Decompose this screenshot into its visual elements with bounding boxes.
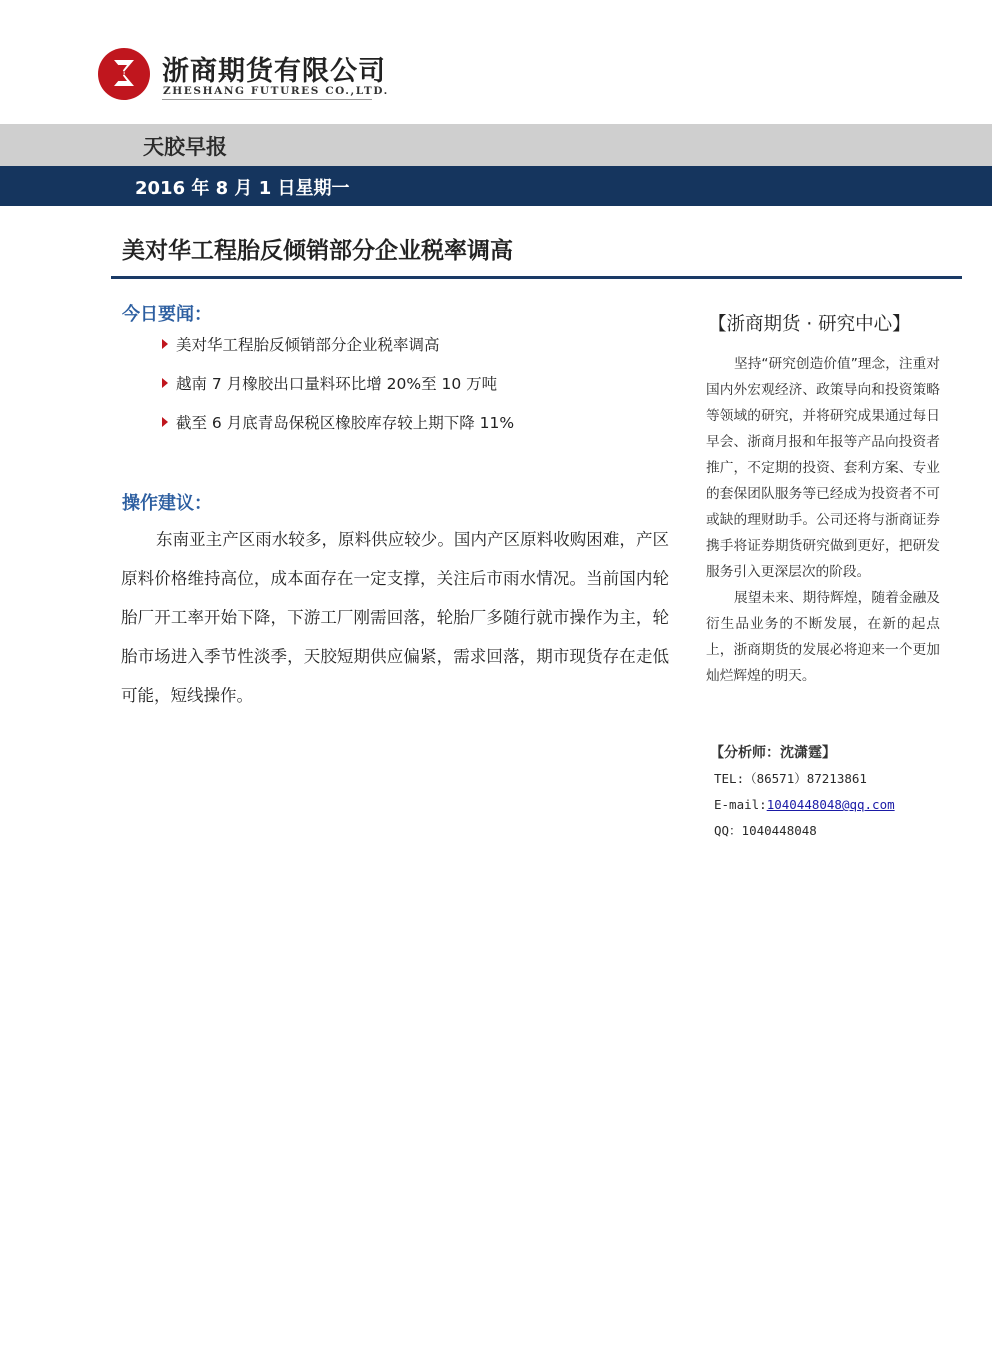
sidebar-paragraph-2: 展望未来、期待辉煌，随着金融及衍生品业务的不断发展，在新的起点上，浙商期货的发展必将迎来一个更加灿烂辉煌的明天。 bbox=[706, 590, 940, 684]
report-title: 天胶早报 bbox=[143, 135, 227, 159]
advice-heading: 操作建议： bbox=[122, 493, 212, 514]
report-title-band bbox=[0, 124, 992, 166]
sidebar-title: 【浙商期货 · 研究中心】 bbox=[708, 314, 911, 335]
news-item bbox=[162, 412, 514, 451]
company-logo bbox=[96, 46, 389, 106]
news-item bbox=[162, 334, 514, 373]
contact-email-row bbox=[710, 792, 895, 818]
news-heading: 今日要闻： bbox=[122, 304, 212, 325]
logo-divider bbox=[162, 99, 372, 100]
headline: 美对华工程胎反倾销部分企业税率调高 bbox=[122, 238, 513, 264]
contact-tel: TEL:（86571）87213861 bbox=[714, 771, 867, 786]
report-date-band bbox=[0, 166, 992, 206]
report-date: 2016 年 8 月 1 日星期一 bbox=[135, 178, 350, 199]
news-item-text: 越南 7 月橡胶出口量料环比增 20%至 10 万吨 bbox=[176, 375, 498, 393]
zheshang-logo-icon bbox=[96, 46, 152, 102]
headline-divider bbox=[111, 276, 962, 279]
analyst-name: 【分析师：沈潇霆】 bbox=[710, 745, 836, 761]
email-label: E-mail: bbox=[714, 797, 767, 812]
bullet-arrow-icon bbox=[162, 417, 168, 427]
news-item-text: 截至 6 月底青岛保税区橡胶库存较上期下降 11% bbox=[176, 414, 515, 432]
bullet-arrow-icon bbox=[162, 339, 168, 349]
email-link[interactable]: 1040448048@qq.com bbox=[766, 797, 895, 812]
company-name-cn: 浙商期货有限公司 bbox=[162, 56, 386, 87]
advice-text: 东南亚主产区雨水较多，原料供应较少。国内产区原料收购困难，产区原料价格维持高位，成本面存在一定支撑，关注后市雨水情况。当前国内轮胎厂开工率开始下降，下游工厂刚需回落，轮胎厂多随行就市操作为主，轮胎市场进入季节性淡季，天胶短期供应偏紧，需求回落，期市现货存在走低可能，短线操作。 bbox=[121, 530, 669, 705]
bullet-arrow-icon bbox=[162, 378, 168, 388]
company-name-en: ZHESHANG FUTURES CO.,LTD. bbox=[163, 85, 389, 97]
news-list bbox=[162, 334, 514, 451]
research-center-sidebar bbox=[706, 310, 940, 689]
contact-qq: QQ：1040448048 bbox=[714, 823, 817, 838]
news-item-text: 美对华工程胎反倾销部分企业税率调高 bbox=[176, 336, 440, 354]
analyst-contact bbox=[710, 740, 895, 844]
sidebar-paragraph-1: 坚持“研究创造价值”理念，注重对国内外宏观经济、政策导向和投资策略等领域的研究，并将研究成果通过每日早会、浙商月报和年报等产品向投资者推广，不定期的投资、套利方案、专业的套保团队服务等已经成为投资者不可或缺的理财助手。公司还将与浙商证券携手将证券期货研究做到更好，把研发服务引入更深层次的阶段。 bbox=[706, 356, 940, 580]
news-item bbox=[162, 373, 514, 412]
